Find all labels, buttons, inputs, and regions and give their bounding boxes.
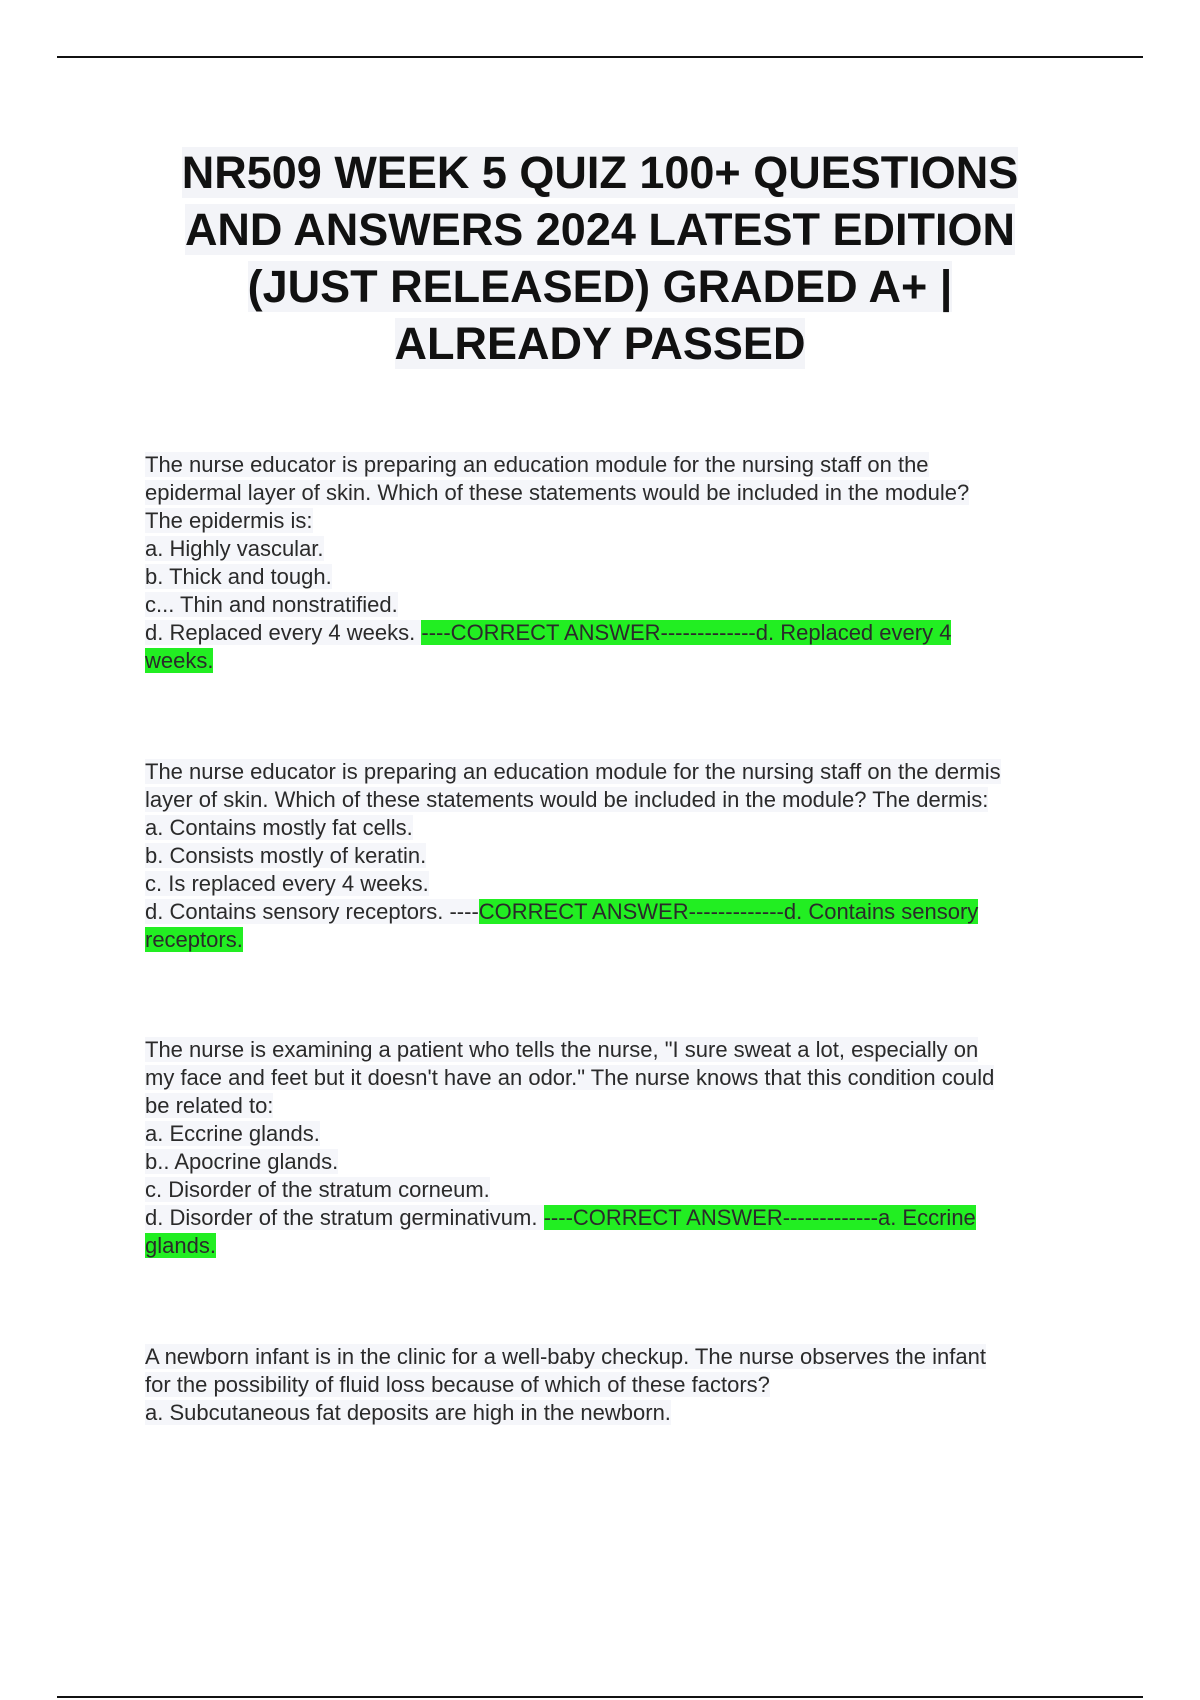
question-block-4 (145, 1343, 1095, 1427)
question-line: my face and feet but it doesn't have an odor." The nurse knows that this condition could (145, 1065, 995, 1090)
answer-continuation (145, 1232, 1095, 1260)
correct-answer-highlight: ----CORRECT ANSWER-------------a. Eccrine (543, 1205, 976, 1230)
option-c: c. Disorder of the stratum corneum. (145, 1177, 490, 1202)
option-b: b. Consists mostly of keratin. (145, 843, 427, 868)
correct-answer-highlight: CORRECT ANSWER-------------d. Contains sensory (478, 899, 979, 924)
option-d: d. Disorder of the stratum germinativum. ----CORRECT ANSWER-------------a. Eccrine (145, 1205, 976, 1230)
question-line: epidermal layer of skin. Which of these statements would be included in the module? (145, 480, 970, 505)
correct-answer-highlight: glands. (145, 1233, 216, 1258)
answer-continuation (145, 926, 1095, 954)
document-title (100, 144, 1100, 372)
question-block-1 (145, 451, 1095, 675)
option-b: b.. Apocrine glands. (145, 1149, 339, 1174)
question-line: A newborn infant is in the clinic for a well-baby checkup. The nurse observes the infant (145, 1344, 986, 1369)
option-c: c... Thin and nonstratified. (145, 592, 398, 617)
option-d: d. Replaced every 4 weeks. ----CORRECT ANSWER-------------d. Replaced every 4 (145, 620, 952, 645)
question-block-3 (145, 1036, 1095, 1260)
answer-continuation (145, 647, 1095, 675)
title-line: AND ANSWERS 2024 LATEST EDITION (184, 204, 1016, 255)
title-line: ALREADY PASSED (394, 318, 806, 369)
top-rule (57, 56, 1143, 58)
correct-answer-highlight: ----CORRECT ANSWER-------------d. Replaced every 4 (421, 620, 952, 645)
question-block-2 (145, 758, 1095, 954)
question-line: The nurse educator is preparing an education module for the nursing staff on the (145, 452, 929, 477)
question-line: The nurse is examining a patient who tells the nurse, "I sure sweat a lot, especially on (145, 1037, 979, 1062)
title-line: NR509 WEEK 5 QUIZ 100+ QUESTIONS (181, 147, 1019, 198)
option-a: a. Highly vascular. (145, 536, 324, 561)
question-line: The epidermis is: (145, 508, 313, 533)
option-b: b. Thick and tough. (145, 564, 332, 589)
option-a: a. Contains mostly fat cells. (145, 815, 413, 840)
correct-answer-highlight: receptors. (145, 927, 243, 952)
option-c: c. Is replaced every 4 weeks. (145, 871, 429, 896)
question-line: for the possibility of fluid loss because of which of these factors? (145, 1372, 770, 1397)
option-a: a. Eccrine glands. (145, 1121, 320, 1146)
correct-answer-highlight: weeks. (145, 648, 214, 673)
option-a: a. Subcutaneous fat deposits are high in the newborn. (145, 1400, 671, 1425)
title-line: (JUST RELEASED) GRADED A+ | (247, 261, 953, 312)
question-line: layer of skin. Which of these statements would be included in the module? The dermis: (145, 787, 989, 812)
question-line: be related to: (145, 1093, 274, 1118)
bottom-rule (57, 1696, 1143, 1698)
question-line: The nurse educator is preparing an education module for the nursing staff on the dermis (145, 759, 1001, 784)
option-d: d. Contains sensory receptors. ----CORRECT ANSWER-------------d. Contains sensory (145, 899, 979, 924)
